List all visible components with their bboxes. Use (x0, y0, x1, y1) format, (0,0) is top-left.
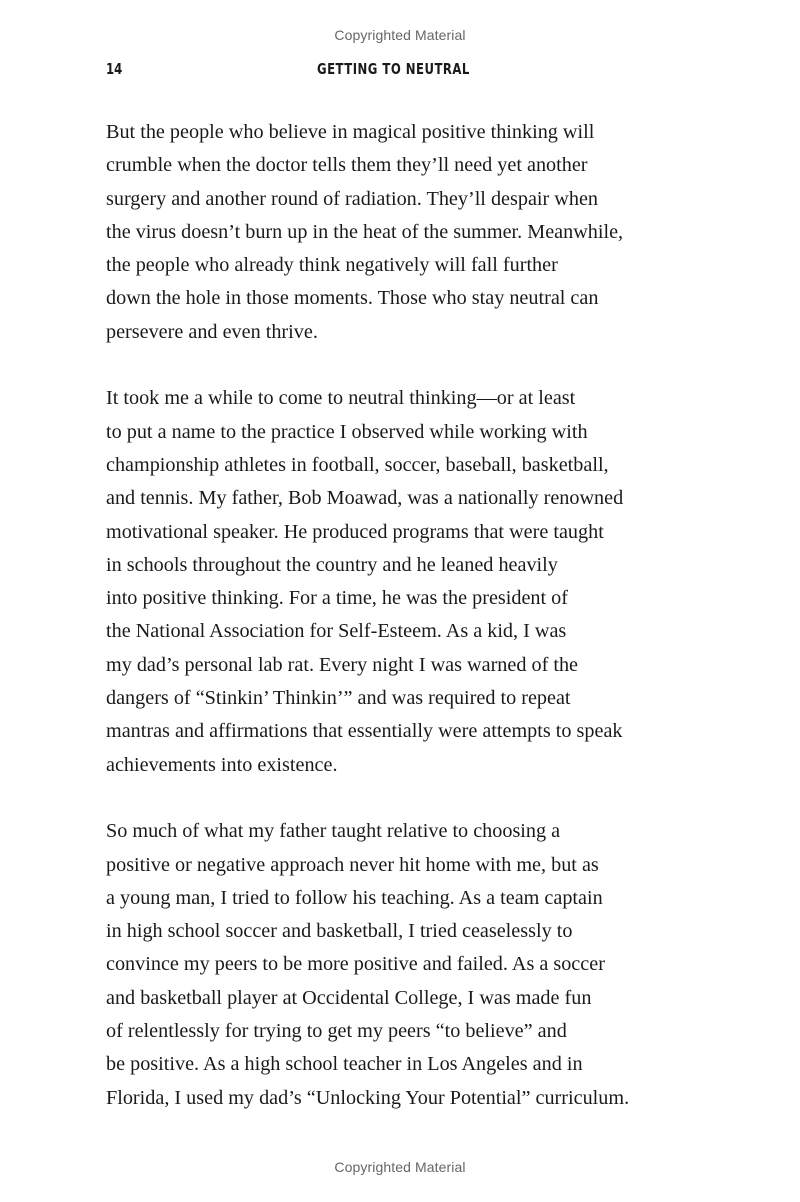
text-line: positive or negative approach never hit home with me, but as (106, 853, 599, 876)
text-line: the people who already think negatively will fall further (106, 254, 558, 277)
text-line: achievements into existence. (106, 753, 338, 776)
text-line: surgery and another round of radiation. They’ll despair when (106, 187, 599, 210)
text-line: persevere and even thrive. (106, 320, 318, 343)
text-line: my dad’s personal lab rat. Every night I was warned of the (106, 653, 579, 676)
body-text (106, 116, 706, 1148)
text-line: of relentlessly for trying to get my peers “to believe” and (106, 1020, 567, 1043)
paragraph-2 (106, 382, 706, 782)
paragraph-3 (106, 815, 706, 1115)
text-line: into positive thinking. For a time, he was the president of (106, 587, 568, 610)
text-line: the National Association for Self-Esteem. As a kid, I was (106, 620, 567, 643)
copyright-notice-bottom: Copyrighted Material (334, 1159, 466, 1175)
text-line: dangers of “Stinkin’ Thinkin’” and was required to repeat (106, 687, 571, 710)
text-line: Florida, I used my dad’s “Unlocking Your Potential” curriculum. (106, 1086, 630, 1109)
text-line: to put a name to the practice I observed while working with (106, 420, 588, 443)
text-line: be positive. As a high school teacher in Los Angeles and in (106, 1053, 583, 1076)
page-number: 14 (106, 60, 123, 78)
paragraph-1 (106, 116, 706, 349)
text-line: in schools throughout the country and he leaned heavily (106, 553, 558, 576)
text-line: a young man, I tried to follow his teaching. As a team captain (106, 886, 603, 909)
text-line: mantras and affirmations that essentially were attempts to speak (106, 720, 623, 743)
running-head (0, 58, 800, 82)
text-line: But the people who believe in magical positive thinking will (106, 121, 595, 143)
text-line: crumble when the doctor tells them they’ll need yet another (106, 154, 588, 177)
text-line: in high school soccer and basketball, I tried ceaselessly to (106, 920, 573, 943)
text-line: the virus doesn’t burn up in the heat of the summer. Meanwhile, (106, 220, 624, 243)
text-line: and basketball player at Occidental College, I was made fun (106, 986, 592, 1009)
text-line: and tennis. My father, Bob Moawad, was a nationally renowned (106, 487, 624, 510)
running-title: GETTING TO NEUTRAL (317, 60, 470, 78)
text-line: motivational speaker. He produced programs that were taught (106, 520, 604, 543)
copyright-notice-top: Copyrighted Material (334, 27, 466, 43)
text-line: down the hole in those moments. Those who stay neutral can (106, 287, 599, 310)
text-line: It took me a while to come to neutral thinking—or at least (106, 387, 576, 410)
text-line: convince my peers to be more positive and failed. As a soccer (106, 953, 605, 976)
text-line: So much of what my father taught relative to choosing a (106, 820, 561, 843)
text-line: championship athletes in football, soccer, baseball, basketball, (106, 453, 609, 476)
